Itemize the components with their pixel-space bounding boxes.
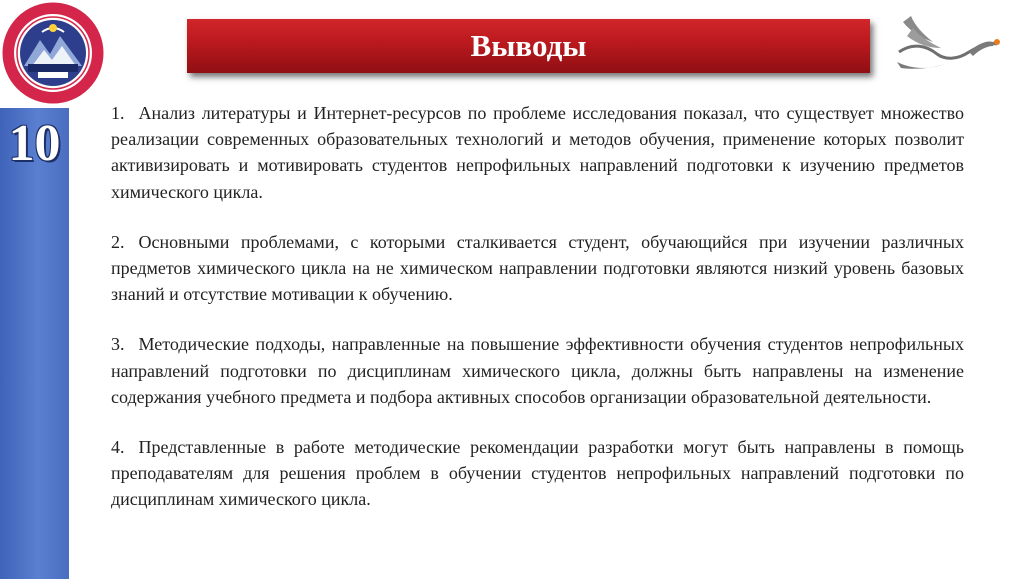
conclusion-text: Методические подходы, направленные на повышение эффективности обучения студентов непрофильных направлений подготовки по дисциплинам химического цикла, должны быть направлены на изменение содержания учебного предмета и подбора активных способов организации образовательной деятельности. <box>111 334 964 407</box>
conclusions-list <box>111 100 964 537</box>
conclusion-text: Анализ литературы и Интернет-ресурсов по проблеме исследования показал, что существует множество реализации современных образовательных технологий и методов обучения, применение которых позволит активизировать и мотивировать студентов непрофильных направлений подготовки к изучению предметов химического цикла. <box>111 103 964 202</box>
conclusion-text: Основными проблемами, с которыми сталкивается студент, обучающийся при изучении различных предметов химического цикла на не химическом направлении подготовки являются низкий уровень базовых знаний и отсутствие мотивации к обучению. <box>111 231 964 305</box>
swan-icon <box>893 12 1005 80</box>
side-bar <box>0 108 69 579</box>
conclusion-item-1 <box>111 100 964 205</box>
university-logo <box>2 2 104 104</box>
university-seal-icon <box>2 2 104 104</box>
conclusion-number: 2. <box>111 231 125 252</box>
conclusion-number: 4. <box>111 437 125 458</box>
page-title: Выводы <box>470 28 587 63</box>
conclusion-text: Представленные в работе методические рекомендации разработки могут быть направлены в помощь преподавателям для решения проблем в обучении студентов непрофильных направлений подготовки по дисциплинам химического цикла. <box>111 437 964 510</box>
title-banner <box>187 19 870 73</box>
conclusion-item-3 <box>111 331 964 410</box>
conclusion-item-4 <box>111 434 964 513</box>
conclusion-number: 3. <box>111 334 125 355</box>
conclusion-item-2 <box>111 229 964 308</box>
slide-number: 10 <box>8 115 61 172</box>
conclusion-number: 1. <box>111 103 125 123</box>
